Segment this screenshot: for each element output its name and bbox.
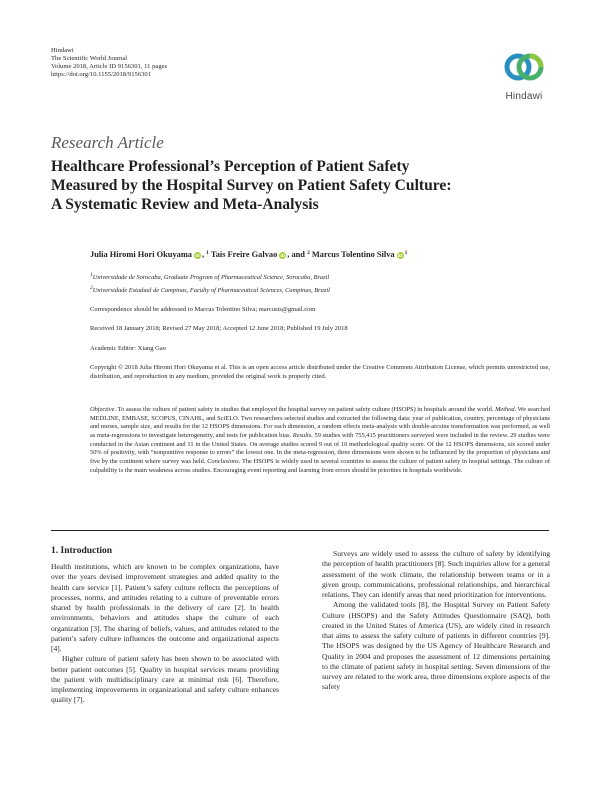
hindawi-logo [496, 47, 552, 105]
author-separator: , and [287, 250, 308, 259]
volume-line: Volume 2018, Article ID 9156301, 11 pages [51, 63, 168, 71]
title-line-3: A Systematic Review and Meta-Analysis [51, 196, 319, 214]
journal-metadata [51, 47, 167, 79]
author-affiliation-number: 2 [307, 250, 310, 256]
section-heading: 1. Introduction [51, 546, 113, 556]
affiliation-text: Universidade de Sorocaba, Graduate Program of Pharmaceutical Science, Sorocaba, Brazil [92, 274, 330, 281]
affiliation [90, 272, 329, 281]
body-column-left [51, 562, 279, 706]
section-divider [51, 530, 549, 531]
orcid-icon[interactable]: iD [280, 253, 286, 258]
correspondence-line: Correspondence should be addressed to Marcus Tolentino Silva; marcusts@gmail.com [90, 306, 316, 313]
publisher-name: Hindawi [51, 47, 74, 54]
affiliation-text: Universidade Estadual de Campinas, Faculty of Pharmaceutical Sciences, Campinas, Brazil [92, 287, 330, 294]
abstract-objective-label: Objective. [90, 406, 117, 413]
abstract-results: 59 studies with 755,415 practitioners surveyed were included in the review. 29 studies were conducted in the Asian continent and 11 in the United States. On average studies scored 9 out of 10 methodological quality score. Of the 12 HSOPS dimensions, six scored under 50% of positivity, with “nonpunitive response to errors” the lowest one. In the meta-regression, three dimensions were shown to be influenced by the proportion of physicians and five by the continent where survey was held. [90, 431, 551, 465]
title-line-1: Healthcare Professional’s Perception of Patient Safety [51, 158, 410, 175]
author-name[interactable]: Tais Freire Galvao [210, 250, 278, 259]
article-type: Research Article [51, 133, 164, 152]
affiliation-number: 1 [90, 272, 93, 278]
body-column-right [322, 549, 550, 693]
publication-dates: Received 18 January 2018; Revised 27 May 2018; Accepted 12 June 2018; Published 19 July 2018 [90, 325, 348, 332]
affiliation [90, 285, 330, 294]
article-title [51, 157, 561, 215]
abstract-results-label: Results. [292, 431, 313, 439]
academic-editor: Academic Editor: Xiang Gao [90, 345, 166, 352]
abstract-method: We searched MEDLINE, EMBASE, SCOPUS, CINAHL, and SciELO. Two researchers selected studies and extracted the following data: year of publication, country, percentage of physicians and nurses, sample size, and results for the 12 HSOPS dimensions. For each dimension, a random effects meta-analysis with double-arcsine transformation was performed, as well as meta-regressions to investigate heterogeneity, and tests for publication bias. [90, 406, 550, 439]
author-name[interactable]: Marcus Tolentino Silva [311, 250, 395, 259]
abstract-conclusions-label: Conclusions. [207, 457, 241, 465]
journal-name: The Scientific World Journal [51, 55, 128, 63]
body-paragraph: Among the validated tools [8], the Hospital Survey on Patient Safety Culture (HSOPS) and the Safety Attitudes Questionnaire (SAQ), both created in the United States of America (US), are widely cited in research that aims to assess the safety culture of patients in different countries [9]. The HSOPS was designed by the US Agency of Healthcare Research and Quality in 2004 and proposes the assessment of 12 dimensions pertaining to the climate of patient safety in hospital setting. Seven dimensions of the survey are related to the work area, three dimensions explore aspects of the safety [322, 600, 550, 692]
hindawi-logo-text: Hindawi [505, 91, 543, 102]
body-paragraph: Surveys are widely used to assess the culture of safety by identifying the perception of health practitioners [8]. Such inquiries allow for a general assessment of the work climate, the relationship between teams or in a given group, communications, professional relationships, and hierarchical relations. They can identify areas that need prioritization for interventions. [322, 549, 550, 599]
copyright-notice: Copyright © 2018 Julia Hiromi Hori Okuyama et al. This is an open access article distributed under the Creative Commons Attribution License, which permits unrestricted use, distribution, and reproduction in any medium, provided the original work is properly cited. [90, 364, 550, 380]
abstract-objective: To assess the culture of patient safety in studies that employed the hospital survey on patient safety culture (HSOPS) in hospitals around the world. [116, 406, 496, 413]
author-name[interactable]: Julia Hiromi Hori Okuyama [90, 250, 192, 259]
author-affiliation-number: 1 [404, 250, 408, 256]
doi-link[interactable]: https://doi.org/10.1155/2018/9156301 [51, 71, 152, 79]
body-paragraph: Higher culture of patient safety has been shown to be associated with better patient outcomes [5]. Quality in hospital services means providing the patient with multidisciplinary care at minimal risk [6]. Therefore, implementing improvements in organizational and safety culture enhances quality [7]. [51, 654, 279, 705]
abstract [90, 406, 550, 475]
body-paragraph: Health institutions, which are known to be complex organizations, have over the years devised improvement strategies and added quality to the health care service [1]. Patient’s safety culture reflects the perceptions of processes, norms, and attitudes relating to a culture of preventable errors shared by health professionals in the delivery of care [2]. In health environments, behaviors and attitudes shape the culture of each organization [3]. The sharing of beliefs, values, and attitudes related to the patient’s safety culture influences the outcome and organizational aspects [4]. [51, 562, 279, 653]
abstract-method-label: Method. [495, 406, 517, 413]
author-separator: , [201, 250, 207, 259]
author-affiliation-number: 1 [206, 250, 209, 256]
affiliation-number: 2 [90, 285, 93, 291]
author-list [90, 250, 407, 259]
title-line-2: Measured by the Hospital Survey on Patient Safety Culture: [51, 177, 452, 195]
hindawi-logo-mark-icon [496, 47, 552, 89]
orcid-icon[interactable]: iD [195, 253, 200, 258]
orcid-icon[interactable]: iD [397, 253, 403, 258]
abstract-conclusions: The HSOPS is widely used in several countries to assess the culture of patient safety in hospital settings. The culture of culpability is the main weakness across studies. Encouraging event reporting and learning from errors should be priorities in hospitals worldwide. [90, 457, 550, 474]
